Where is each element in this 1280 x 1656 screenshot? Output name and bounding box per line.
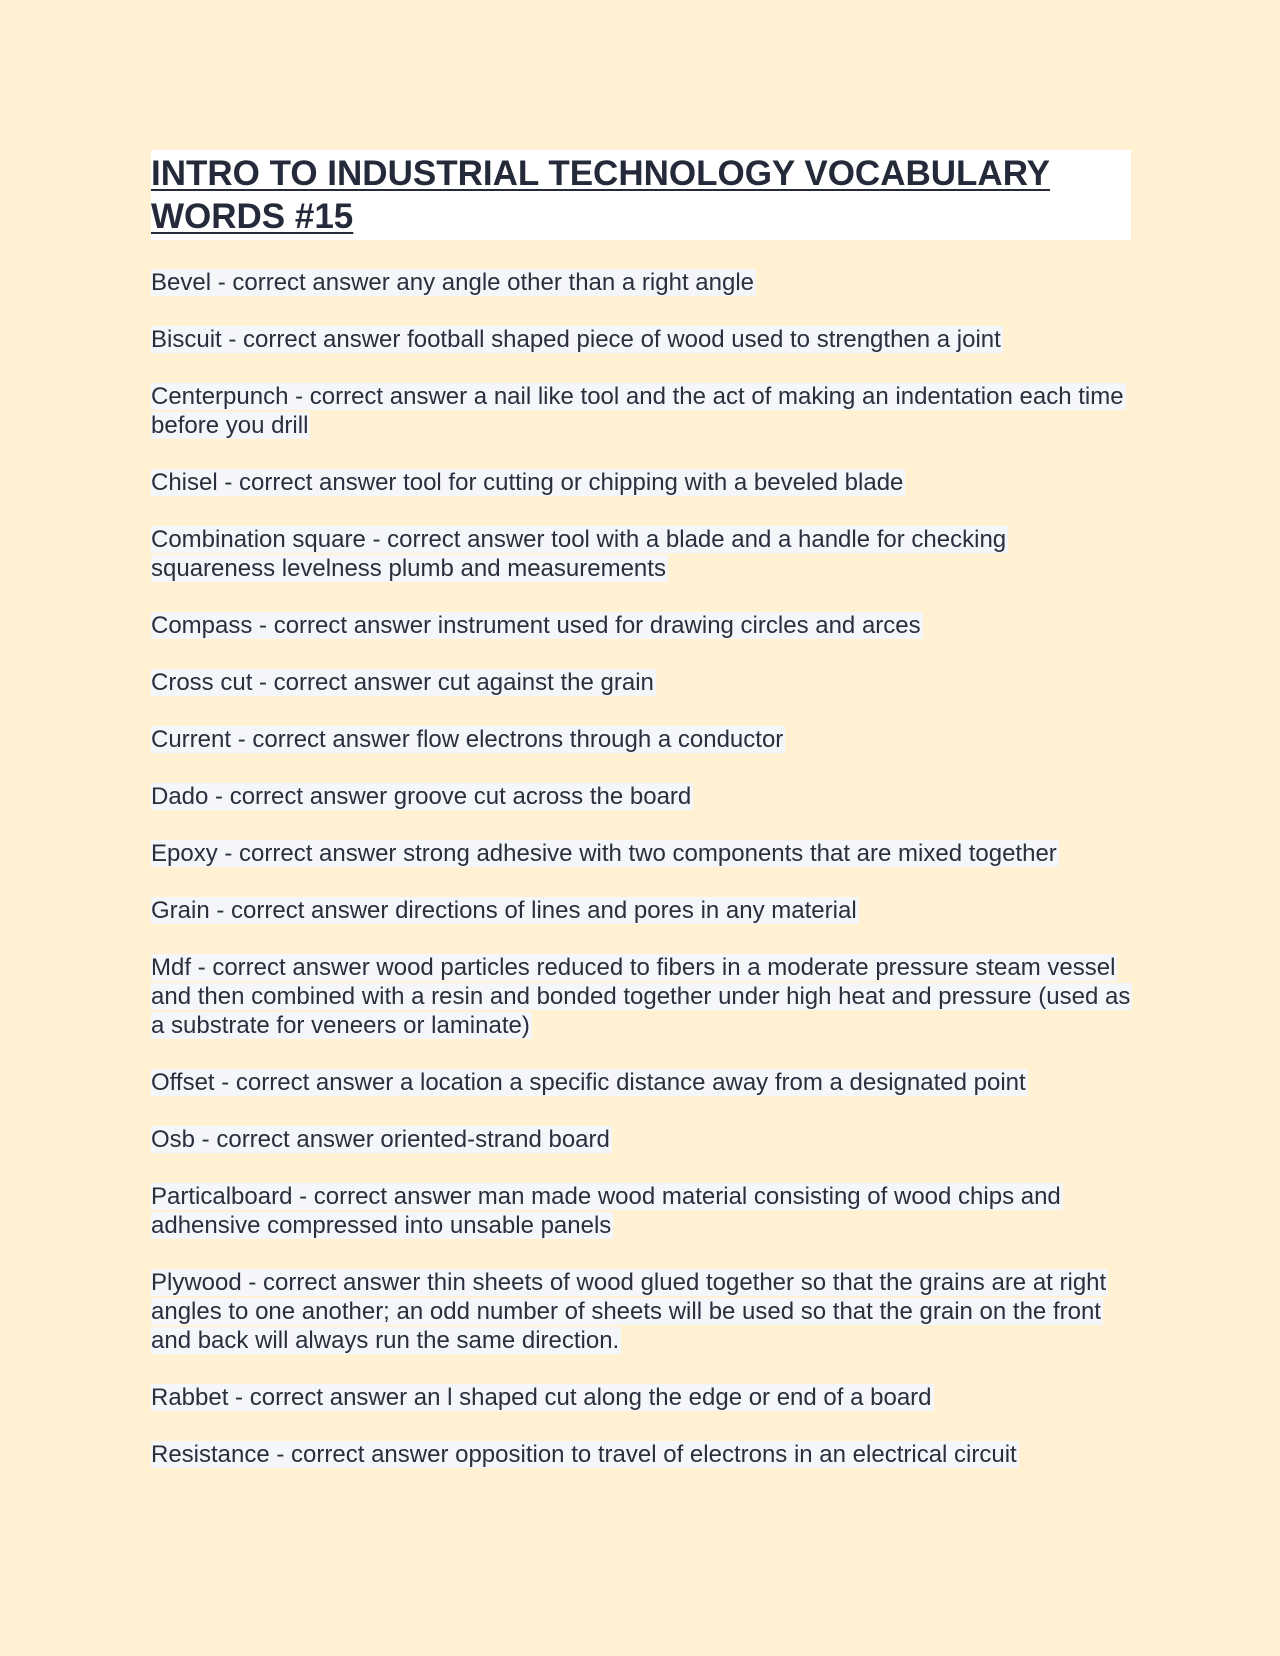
vocabulary-entry-text: Epoxy - correct answer strong adhesive with two components that are mixed together [151, 840, 1057, 867]
vocabulary-entry [151, 1440, 1131, 1469]
vocabulary-entry-text: Bevel - correct answer any angle other than a right angle [151, 269, 755, 296]
vocabulary-entry-text: Osb - correct answer oriented-strand board [151, 1126, 610, 1153]
vocabulary-list [151, 268, 1131, 1469]
vocabulary-entry [151, 1182, 1131, 1240]
vocabulary-entry [151, 382, 1131, 440]
vocabulary-entry-text: Current - correct answer flow electrons through a conductor [151, 726, 784, 753]
vocabulary-entry [151, 468, 1131, 497]
document-page [151, 150, 1131, 1497]
vocabulary-entry-text: Combination square - correct answer tool with a blade and a handle for checking squareness levelness plumb and measurements [151, 526, 1007, 582]
vocabulary-entry-text: Compass - correct answer instrument used for drawing circles and arces [151, 612, 921, 639]
vocabulary-entry [151, 611, 1131, 640]
vocabulary-entry-text: Biscuit - correct answer football shaped piece of wood used to strengthen a joint [151, 326, 1001, 353]
vocabulary-entry [151, 1383, 1131, 1412]
vocabulary-entry [151, 1125, 1131, 1154]
vocabulary-entry-text: Chisel - correct answer tool for cutting or chipping with a beveled blade [151, 469, 904, 496]
vocabulary-entry-text: Cross cut - correct answer cut against the grain [151, 669, 654, 696]
document-title: INTRO TO INDUSTRIAL TECHNOLOGY VOCABULARY WORDS #15 [151, 150, 1131, 240]
vocabulary-entry-text: Rabbet - correct answer an l shaped cut along the edge or end of a board [151, 1384, 932, 1411]
vocabulary-entry-text: Mdf - correct answer wood particles reduced to fibers in a moderate pressure steam vessel and then combined with a resin and bonded together under high heat and pressure (used as a substrate for veneers or laminate) [151, 954, 1131, 1039]
vocabulary-entry [151, 325, 1131, 354]
vocabulary-entry [151, 953, 1131, 1040]
vocabulary-entry-text: Resistance - correct answer opposition to travel of electrons in an electrical circuit [151, 1441, 1017, 1468]
vocabulary-entry [151, 268, 1131, 297]
vocabulary-entry [151, 1068, 1131, 1097]
vocabulary-entry [151, 525, 1131, 583]
vocabulary-entry-text: Centerpunch - correct answer a nail like tool and the act of making an indentation each time before you drill [151, 383, 1124, 439]
vocabulary-entry [151, 725, 1131, 754]
vocabulary-entry [151, 668, 1131, 697]
vocabulary-entry-text: Plywood - correct answer thin sheets of wood glued together so that the grains are at right angles to one another; an odd number of sheets will be used so that the grain on the front and back will always run the same direction. [151, 1269, 1107, 1354]
vocabulary-entry [151, 839, 1131, 868]
vocabulary-entry-text: Grain - correct answer directions of lines and pores in any material [151, 897, 857, 924]
vocabulary-entry-text: Offset - correct answer a location a specific distance away from a designated point [151, 1069, 1026, 1096]
vocabulary-entry-text: Dado - correct answer groove cut across the board [151, 783, 692, 810]
vocabulary-entry [151, 1268, 1131, 1355]
vocabulary-entry [151, 782, 1131, 811]
vocabulary-entry-text: Particalboard - correct answer man made wood material consisting of wood chips and adhensive compressed into unsable panels [151, 1183, 1061, 1239]
vocabulary-entry [151, 896, 1131, 925]
